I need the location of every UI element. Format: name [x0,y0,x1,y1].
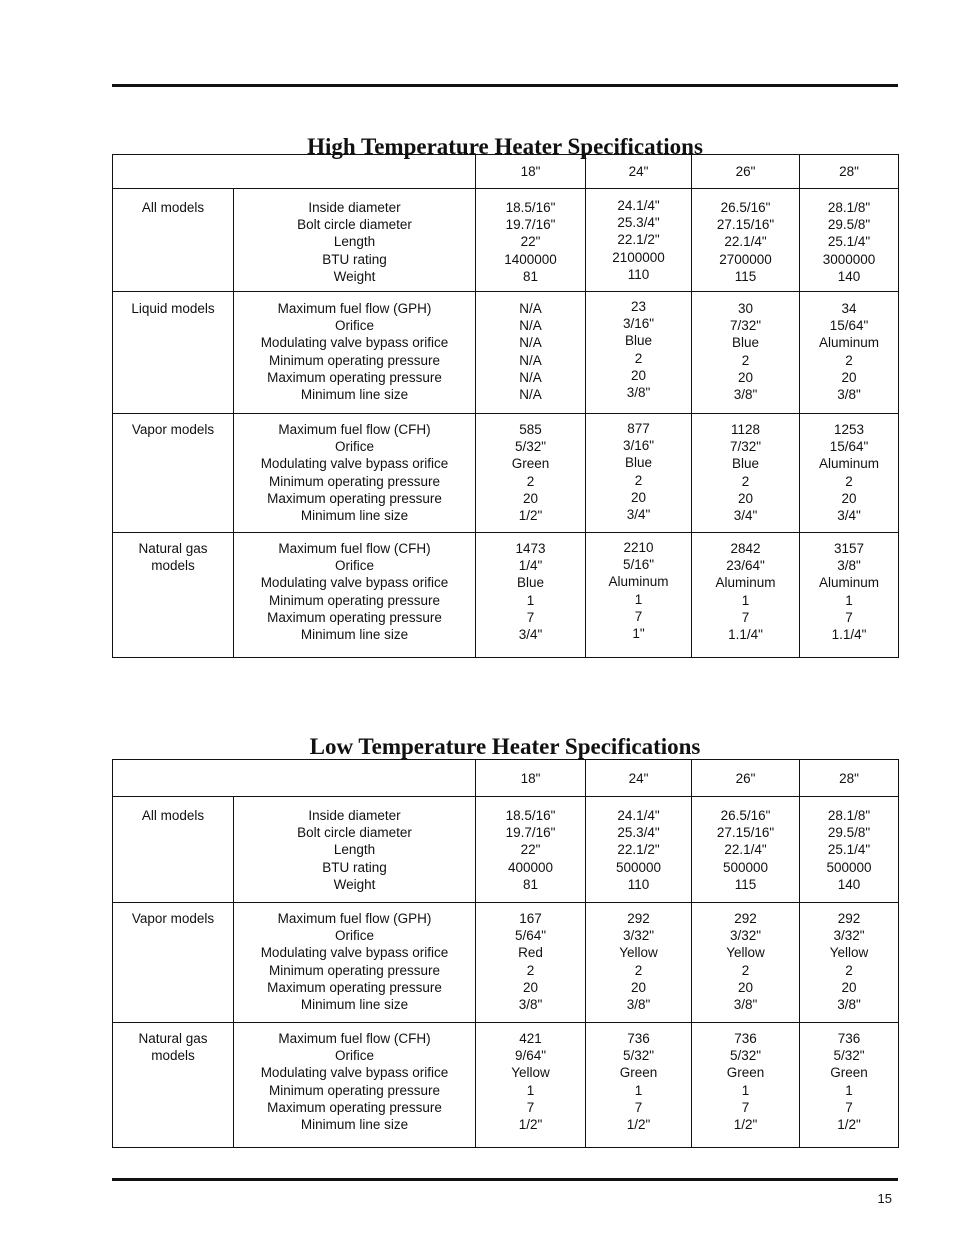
low-temp-title: Low Temperature Heater Specifications [309,734,701,760]
table-row [113,189,899,292]
value-28: 3157 3/8" Aluminum 1 7 1.1/4" [818,541,880,643]
size-header: 28" [800,760,899,797]
table-header-row [113,760,899,797]
size-header: 18" [476,760,586,797]
value-18: 421 9/64" Yellow 1 7 1/2" [511,1031,550,1133]
value-24: 23 3/16" Blue 2 20 3/8" [622,299,655,401]
parameter-list: Inside diameter Bolt circle diameter Length BTU rating Weight [297,808,412,892]
value-28: 28.1/8" 29.5/8" 25.1/4" 500000 140 [826,808,872,892]
value-26: 2842 23/64" Aluminum 1 7 1.1/4" [715,541,776,643]
value-18: 585 5/32" Green 2 20 1/2" [511,422,550,524]
value-24: 24.1/4" 25.3/4" 22.1/2" 2100000 110 [612,198,665,282]
table-row [113,414,899,533]
value-26: 736 5/32" Green 1 7 1/2" [726,1031,765,1133]
blank-header-cell [113,760,476,797]
table-row [113,533,899,658]
value-26: 26.5/16" 27.15/16" 22.1/4" 2700000 115 [716,200,775,284]
value-18: 167 5/64" Red 2 20 3/8" [514,911,547,1013]
value-24: 736 5/32" Green 1 7 1/2" [619,1031,658,1133]
model-group-label: Natural gas models [138,1031,208,1064]
parameter-list: Maximum fuel flow (CFH) Orifice Modulating valve bypass orifice Minimum operating pressure Maximum operating pressure Minimum line size [260,1031,449,1133]
value-28: 28.1/8" 29.5/8" 25.1/4" 3000000 140 [822,200,876,284]
table-row [113,1023,899,1148]
value-24: 292 3/32" Yellow 2 20 3/8" [619,911,658,1013]
parameter-list: Inside diameter Bolt circle diameter Length BTU rating Weight [297,200,412,284]
value-24: 877 3/16" Blue 2 20 3/4" [622,421,655,523]
top-rule [112,84,898,87]
table-row [113,797,899,903]
table-header-row [113,155,899,189]
value-28: 292 3/32" Yellow 2 20 3/8" [829,911,869,1013]
value-18: N/A N/A N/A N/A N/A N/A [519,301,542,403]
model-group-label: Natural gas models [138,541,208,574]
size-header: 24" [586,155,692,189]
parameter-list: Maximum fuel flow (GPH) Orifice Modulating valve bypass orifice Minimum operating pressure Maximum operating pressure Minimum line size [260,301,449,403]
table-row [113,903,899,1023]
value-24: 2210 5/16" Aluminum 1 7 1" [608,540,669,642]
value-28: 736 5/32" Green 1 7 1/2" [830,1031,868,1133]
table-row [113,292,899,414]
value-26: 1128 7/32" Blue 2 20 3/4" [729,422,762,524]
parameter-list: Maximum fuel flow (CFH) Orifice Modulating valve bypass orifice Minimum operating pressure Maximum operating pressure Minimum line size [260,422,449,524]
model-group-label: Vapor models [131,422,215,437]
parameter-list: Maximum fuel flow (GPH) Orifice Modulating valve bypass orifice Minimum operating pressure Maximum operating pressure Minimum line size [260,911,449,1013]
value-18: 18.5/16" 19.7/16" 22" 1400000 81 [504,200,557,284]
low-temp-spec-table [112,759,899,1148]
size-header: 26" [692,760,800,797]
model-group-label: Liquid models [131,301,215,316]
bottom-rule [112,1178,898,1181]
high-temp-spec-table [112,154,899,658]
value-24: 24.1/4" 25.3/4" 22.1/2" 500000 110 [615,808,662,892]
value-28: 34 15/64" Aluminum 2 20 3/8" [818,301,880,403]
high-temp-title: High Temperature Heater Specifications [307,134,703,160]
model-group-label: Vapor models [131,911,215,926]
page-number: 15 [877,1191,892,1206]
blank-header-cell [113,155,476,189]
value-26: 292 3/32" Yellow 2 20 3/8" [726,911,765,1013]
parameter-list: Maximum fuel flow (CFH) Orifice Modulating valve bypass orifice Minimum operating pressure Maximum operating pressure Minimum line size [260,541,449,643]
value-26: 26.5/16" 27.15/16" 22.1/4" 500000 115 [716,808,775,892]
size-header: 26" [692,155,800,189]
value-18: 18.5/16" 19.7/16" 22" 400000 81 [505,808,556,892]
model-group-label: All models [141,808,205,823]
value-26: 30 7/32" Blue 2 20 3/8" [729,301,762,403]
value-18: 1473 1/4" Blue 1 7 3/4" [515,541,546,643]
model-group-label: All models [141,200,205,215]
size-header: 18" [476,155,586,189]
size-header: 28" [800,155,899,189]
size-header: 24" [586,760,692,797]
value-28: 1253 15/64" Aluminum 2 20 3/4" [818,422,880,524]
